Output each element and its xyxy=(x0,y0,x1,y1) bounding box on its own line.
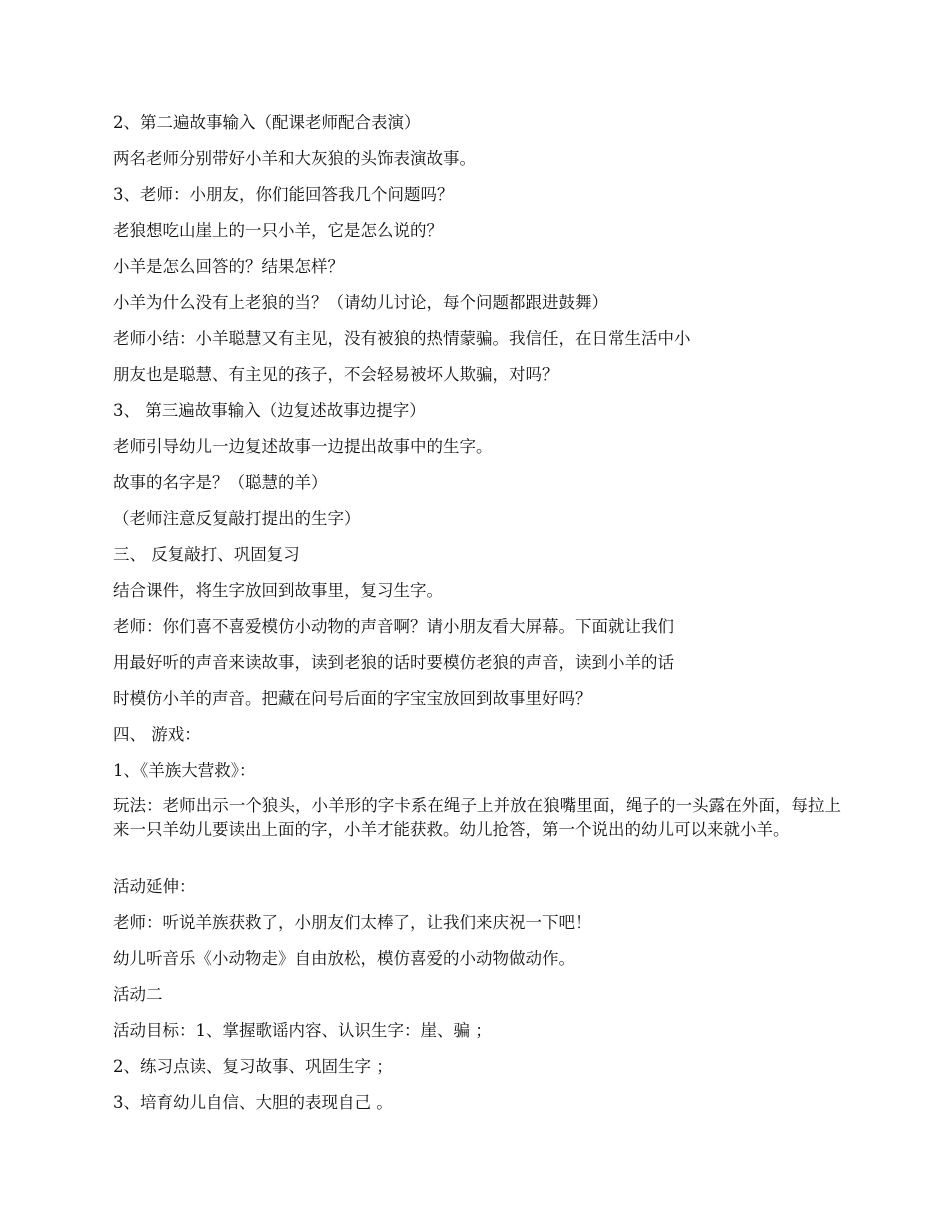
section-heading: 活动二 xyxy=(113,985,163,1004)
text-line: 2、练习点读、复习故事、巩固生字 ； xyxy=(113,1057,393,1076)
text-line: 结合课件，将生字放回到故事里，复习生字。 xyxy=(113,581,443,600)
text-line: 用最好听的声音来读故事，读到老狼的话时要模仿老狼的声音，读到小羊的话 xyxy=(113,653,674,672)
text-line: 两名老师分别带好小羊和大灰狼的头饰表演故事。 xyxy=(113,149,476,168)
text-line: 活动目标：1、掌握歌谣内容、认识生字：崖、骗 ； xyxy=(113,1021,492,1040)
text-line: 时模仿小羊的声音。把藏在问号后面的字宝宝放回到故事里好吗？ xyxy=(113,689,592,708)
text-line: 活动延伸： xyxy=(113,877,196,896)
text-line: 老师：你们喜不喜爱模仿小动物的声音啊？请小朋友看大屏幕。下面就让我们 xyxy=(113,617,674,636)
text-line: 老师：听说羊族获救了，小朋友们太棒了，让我们来庆祝一下吧！ xyxy=(113,913,592,932)
text-line: 3、培育幼儿自信、大胆的表现自己 。 xyxy=(113,1093,393,1112)
text-line: 老狼想吃山崖上的一只小羊，它是怎么说的？ xyxy=(113,221,443,240)
text-line: 故事的名字是？（聪慧的羊） xyxy=(113,473,328,492)
text-line: 老师小结：小羊聪慧又有主见，没有被狼的热情蒙骗。我信任，在日常生活中小 xyxy=(113,329,691,348)
text-line: 小羊是怎么回答的？结果怎样？ xyxy=(113,257,344,276)
text-line: 1、《羊族大营救》： xyxy=(113,761,256,780)
section-heading: 三、 反复敲打、巩固复习 xyxy=(113,545,300,564)
text-line: 小羊为什么没有上老狼的当？（请幼儿讨论，每个问题都跟进鼓舞） xyxy=(113,293,608,312)
text-line: 2、第二遍故事输入（配课老师配合表演） xyxy=(113,113,421,132)
section-heading: 四、 游戏： xyxy=(113,725,201,744)
text-line: 朋友也是聪慧、有主见的孩子，不会轻易被坏人欺骗，对吗？ xyxy=(113,365,559,384)
text-line: （老师注意反复敲打提出的生字） xyxy=(113,509,361,528)
text-line: 老师引导幼儿一边复述故事一边提出故事中的生字。 xyxy=(113,437,493,456)
text-line: 3、老师：小朋友，你们能回答我几个问题吗？ xyxy=(113,185,454,204)
text-line: 幼儿听音乐《小动物走》自由放松，模仿喜爱的小动物做动作。 xyxy=(113,949,575,968)
text-line: 3、 第三遍故事输入（边复述故事边提字） xyxy=(113,401,426,420)
game-rules-paragraph: 玩法：老师出示一个狼头，小羊形的字卡系在绳子上并放在狼嘴里面，绳子的一头露在外面，每拉上来一只羊幼儿要读出上面的字，小羊才能获救。幼儿抢答，第一个说出的幼儿可以来就小羊。 xyxy=(113,796,841,839)
